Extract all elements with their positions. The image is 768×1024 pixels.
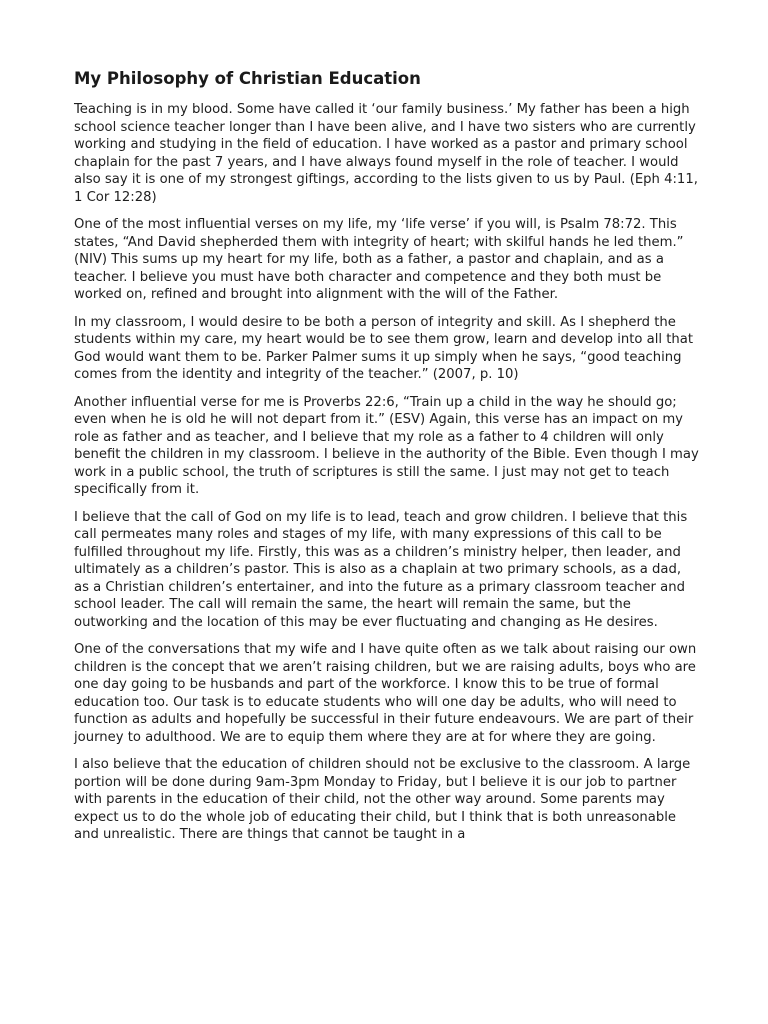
- paragraph-2: One of the most influential verses on my life, my ‘life verse’ if you will, is Psalm 78:72. This states, “And David shepherded them with integrity of heart; with skilful hands he led them.” (NIV) This sums up my heart for my life, both as a father, a pastor and chaplain, and as a teacher. I believe you must have both character and competence and they both must be worked on, refined and brought into alignment with the will of the Father.: [74, 217, 684, 302]
- paragraph-4: Another influential verse for me is Proverbs 22:6, “Train up a child in the way he should go; even when he is old he will not depart from it.” (ESV) Again, this verse has an impact on my role as father and as teacher, and I believe that my role as a father to 4 children will only benefit the children in my classroom. I believe in the authority of the Bible. Even though I may work in a public school, the truth of scriptures is still the same. I just may not get to teach specifically from it.: [74, 394, 699, 497]
- document-body: [74, 68, 700, 854]
- paragraph-5: I believe that the call of God on my life is to lead, teach and grow children. I believe that this call permeates many roles and stages of my life, with many expressions of this call to be fulfilled throughout my life. Firstly, this was as a children’s ministry helper, then leader, and ultimately as a children’s pastor. This is also as a chaplain at two primary schools, as a dad, as a Christian children’s entertainer, and into the future as a primary classroom teacher and school leader. The call will remain the same, the heart will remain the same, but the outworking and the location of this may be ever fluctuating and changing as He desires.: [74, 509, 688, 630]
- paragraph-3: In my classroom, I would desire to be both a person of integrity and skill. As I shepherd the students within my care, my heart would be to see them grow, learn and develop into all that God would want them to be. Parker Palmer sums it up simply when he says, “good teaching comes from the identity and integrity of the teacher.” (2007, p. 10): [74, 314, 694, 382]
- paragraph-1: Teaching is in my blood. Some have called it ‘our family business.’ My father has been a high school science teacher longer than I have been alive, and I have two sisters who are currently working and studying in the field of education. I have worked as a pastor and primary school chaplain for the past 7 years, and I have always found myself in the role of teacher. I would also say it is one of my strongest giftings, according to the lists given to us by Paul. (Eph 4:11, 1 Cor 12:28): [74, 102, 698, 205]
- document-title: My Philosophy of Christian Education: [74, 69, 421, 88]
- paragraph-7: I also believe that the education of children should not be exclusive to the classroom. A large portion will be done during 9am-3pm Monday to Friday, but I believe it is our job to partner with parents in the education of their child, not the other way around. Some parents may expect us to do the whole job of educating their child, but I think that is both unreasonable and unrealistic. There are things that cannot be taught in a: [74, 757, 691, 842]
- paragraph-6: One of the conversations that my wife and I have quite often as we talk about raising our own children is the concept that we aren’t raising children, but we are raising adults, boys who are one day going to be husbands and part of the workforce. I know this to be true of formal education too. Our task is to educate students who will one day be adults, who will need to function as adults and hopefully be successful in their future endeavours. We are part of their journey to adulthood. We are to equip them where they are at for where they are going.: [74, 642, 697, 745]
